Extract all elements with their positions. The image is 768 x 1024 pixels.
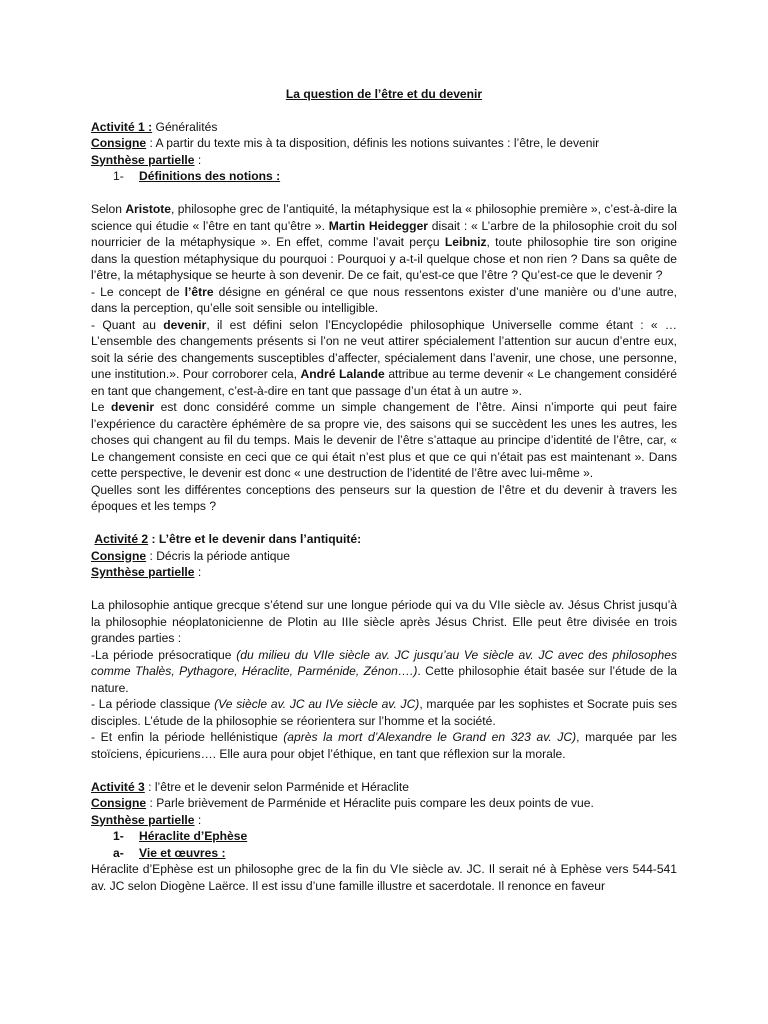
activite2-heading [91, 531, 677, 548]
synthese-colon: : [194, 812, 202, 827]
activite1-item [91, 168, 677, 185]
item-title: Définitions des notions : [139, 169, 281, 183]
synthese-label: Synthèse partielle [91, 812, 195, 827]
activite2-label-rest: : L’être et le devenir dans l’antiquité: [148, 532, 362, 546]
activite1-heading [91, 119, 677, 136]
synthese-label: Synthèse partielle [91, 152, 195, 167]
consigne-text: : A partir du texte mis à ta disposition, définis les notions suivantes : l’être, le devenir [146, 136, 600, 150]
synthese-colon: : [194, 152, 202, 167]
activite2-consigne [91, 548, 677, 565]
activite3-consigne [91, 795, 677, 812]
activite3-item1 [91, 828, 677, 845]
consigne-text: : Décris la période antique [146, 548, 290, 563]
paragraph: La philosophie antique grecque s’étend sur une longue période qui va du VIIe siècle av. Jésus Christ jusqu’à la philosophie néoplatonicienne de Plotin au IIIe siècle après Jésus Christ. Elle peut être divisée en trois grandes parties : [91, 598, 677, 645]
item-title: Vie et œuvres : [139, 845, 226, 860]
consigne-label: Consigne [91, 548, 147, 563]
activite3-label-rest: : l’être et le devenir selon Parménide et Héraclite [144, 779, 409, 794]
synthese-label: Synthèse partielle [91, 565, 195, 579]
activite1-synthese [91, 152, 677, 169]
paragraph: Le devenir est donc considéré comme un simple changement de l’être. Ainsi n’importe qui peut faire l’expérience du caractère éphémère de sa propre vie, des saisons qui se succèdent les unes les autres, les choses qui changent au fil du temps. Mais le devenir de l’être s’attaque au principe d’identité de l’être, car, « Le changement consiste en ceci que ce qui était n’est plus et que ce qui n’était pas est maintenant ». Dans cette perspective, le devenir est donc « une destruction de l’identité de l’être avec lui-même ». [91, 400, 677, 480]
activite1-name: Généralités [152, 119, 218, 134]
activite3-label: Activité 3 [91, 779, 145, 794]
activite2-synthese [91, 564, 677, 581]
activite3-synthese [91, 812, 677, 829]
synthese-colon: : [194, 565, 202, 579]
item-title: Héraclite d’Ephèse [139, 829, 248, 843]
item-number: a- [113, 845, 124, 860]
consigne-label: Consigne [91, 796, 147, 810]
paragraph: - Quant au devenir, il est défini selon l’Encyclopédie philosophique Universelle comme étant : « …L’ensemble des changements présents si l’on ne veut attirer spécialement l’attention sur aucun d’entre eux, soit la série des changements susceptibles d’affecter, spécialement dans l’avenir, une chose, une personne, une institution.». Pour corroborer cela, André Lalande attribue au terme devenir « Le changement considéré en tant que changement, c’est-à-dire en tant que passage d’un état à un autre ». [91, 317, 677, 398]
paragraph: Quelles sont les différentes conceptions des penseurs sur la question de l’être et du devenir à travers les époques et les temps ? [91, 482, 677, 513]
consigne-label: Consigne [91, 136, 147, 150]
consigne-text: : Parle brièvement de Parménide et Héraclite puis compare les deux points de vue. [146, 796, 594, 810]
activite3-heading [91, 779, 677, 796]
paragraph: Selon Aristote, philosophe grec de l’antiquité, la métaphysique est la « philosophie première », c’est-à-dire la science qui étudie « l’être en tant qu’être ». Martin Heidegger disait : « L’arbre de la philosophie croit du sol nourricier de la métaphysique ». En effet, comme l’avait perçu Leibniz, toute philosophie tire son origine dans la question métaphysique du pourquoi : Pourquoi y a-t-il quelque chose et non rien ? Dans sa quête de l’être, la métaphysique se heurte à son devenir. De ce fait, qu’est-ce que l’être ? Qu’est-ce que le devenir ? [91, 202, 677, 282]
activite1-label: Activité 1 : [91, 119, 153, 134]
item-number: 1- [113, 829, 124, 843]
document-title: La question de l’être et du devenir [285, 87, 483, 101]
paragraph: - La période classique (Ve siècle av. JC au IVe siècle av. JC), marquée par les sophistes et Socrate puis ses disciples. L’étude de la philosophie se réorientera sur l’homme et la société. [91, 697, 678, 728]
activite2-label: Activité 2 [94, 532, 149, 546]
paragraph: - Et enfin la période hellénistique (après la mort d’Alexandre le Grand en 323 av. JC), marquée par les stoïciens, épicuriens…. Elle aura pour objet l’éthique, en tant que réflexion sur la morale. [91, 730, 677, 761]
activite1-consigne [91, 135, 677, 152]
paragraph: Héraclite d’Ephèse est un philosophe grec de la fin du VIe siècle av. JC. Il serait né à Ephèse vers 544-541 av. JC selon Diogène Laërce. Il est issu d’une famille illustre et sacerdotale. Il renonce en faveur [91, 862, 677, 893]
paragraph: - Le concept de l’être désigne en général ce que nous ressentons exister d’une manière ou d’une autre, dans la perception, qu’elle soit sensible ou intelligible. [91, 284, 678, 315]
document-page [91, 86, 677, 894]
item-number: 1- [113, 169, 124, 183]
activite3-item2 [91, 845, 677, 862]
paragraph: -La période présocratique (du milieu du VIIe siècle av. JC jusqu’au Ve siècle av. JC avec des philosophes comme Thalès, Pythagore, Héraclite, Parménide, Zénon….). Cette philosophie était basée sur l’étude de la nature. [91, 647, 677, 695]
